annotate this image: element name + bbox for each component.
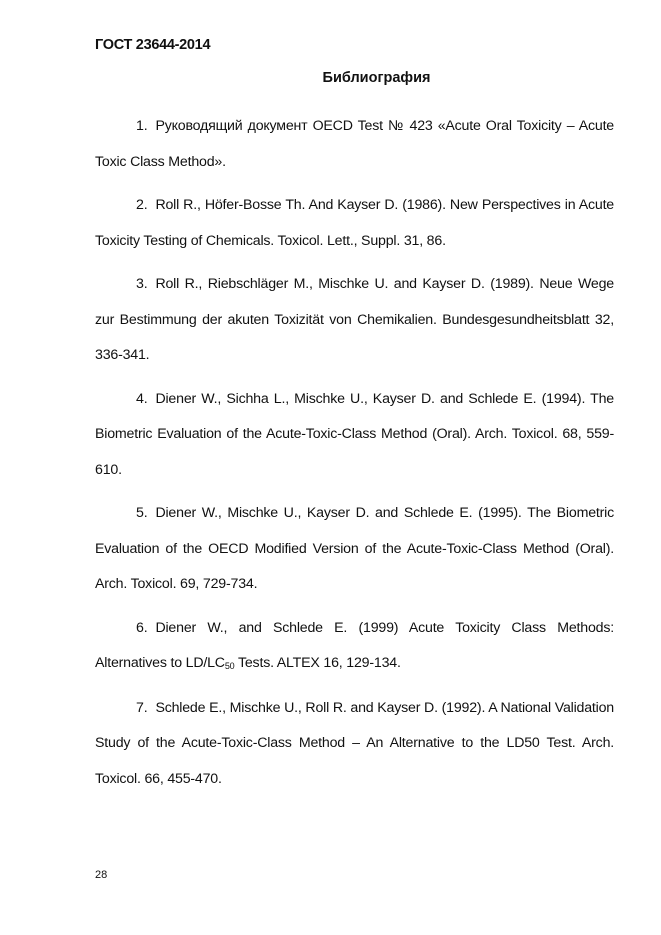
reference-number: 5. xyxy=(136,505,148,521)
reference-item-3 xyxy=(95,267,614,374)
reference-text: Diener W., Mischke U., Kayser D. and Schlede E. (1995). The Biometric Evaluation of the OECD Modified Version of the Acute-Toxic-Class Method (Oral). Arch. Toxicol. 69, 729-734. xyxy=(95,505,614,592)
reference-number: 6. xyxy=(136,619,148,636)
reference-text: Diener W., and Schlede E. (1999) Acute Toxicity Class Methods: Alternatives to LD/LC xyxy=(95,619,614,671)
page-number: 28 xyxy=(95,869,108,881)
reference-item-5 xyxy=(95,496,614,603)
reference-text: Roll R., Riebschläger M., Mischke U. and Kayser D. (1989). Neue Wege zur Bestimmung der akuten Toxizität von Chemikalien. Bundesgesundheitsblatt 32, 336-341. xyxy=(95,276,614,363)
document-code-header: ГОСТ 23644-2014 xyxy=(95,37,211,53)
reference-item-7 xyxy=(95,691,614,798)
reference-text-after: Tests. ALTEX 16, 129-134. xyxy=(234,655,401,671)
reference-item-4 xyxy=(95,382,614,489)
subscript-50: 50 xyxy=(224,661,235,671)
reference-number: 1. xyxy=(136,118,148,134)
reference-text: Руководящий документ OECD Test № 423 «Acute Oral Toxicity – Acute Toxic Class Method». xyxy=(95,118,614,170)
reference-item-2 xyxy=(95,188,614,259)
reference-number: 3. xyxy=(136,276,148,292)
reference-list xyxy=(95,109,614,805)
reference-item-6 xyxy=(95,611,614,683)
bibliography-title: Библиография xyxy=(322,70,431,86)
reference-number: 2. xyxy=(136,197,148,213)
reference-text: Schlede E., Mischke U., Roll R. and Kayser D. (1992). A National Validation Study of the Acute-Toxic-Class Method – An Alternative to the LD50 Test. Arch. Toxicol. 66, 455-470. xyxy=(95,699,614,787)
reference-text: Diener W., Sichha L., Mischke U., Kayser D. and Schlede E. (1994). The Biometric Evaluation of the Acute-Toxic-Class Method (Oral). Arch. Toxicol. 68, 559-610. xyxy=(95,390,614,478)
reference-number: 4. xyxy=(136,390,148,407)
reference-item-1 xyxy=(95,109,614,180)
reference-number: 7. xyxy=(136,699,148,716)
reference-text: Roll R., Höfer-Bosse Th. And Kayser D. (1986). New Perspectives in Acute Toxicity Testing of Chemicals. Toxicol. Lett., Suppl. 31, 86. xyxy=(95,197,614,249)
